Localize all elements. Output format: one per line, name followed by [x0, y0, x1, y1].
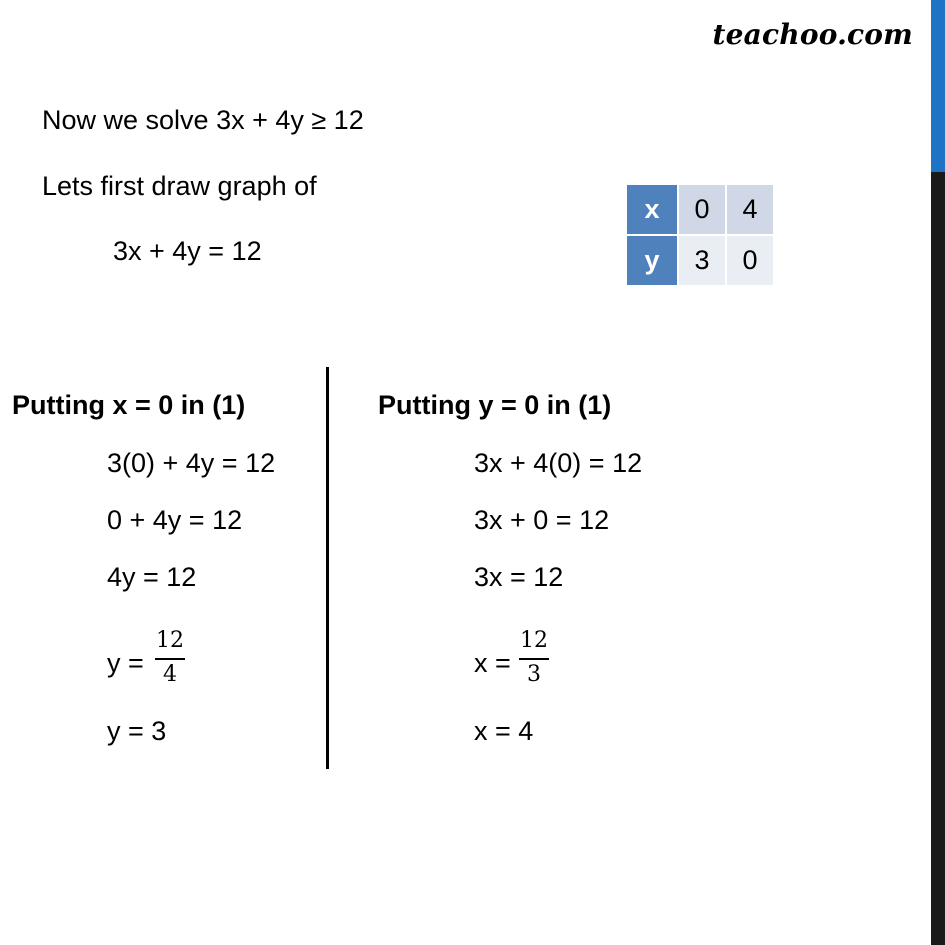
- x-header-cell: x: [627, 185, 677, 234]
- left-heading: Putting x = 0 in (1): [12, 390, 246, 420]
- xy-value-table: [625, 183, 775, 287]
- table-cell: 3: [679, 236, 725, 285]
- instruction-text: Lets first draw graph of: [42, 171, 317, 201]
- right-fraction: [519, 630, 549, 686]
- left-step: 0 + 4y = 12: [107, 505, 243, 535]
- right-heading: Putting y = 0 in (1): [378, 390, 612, 420]
- y-header-cell: y: [627, 236, 677, 285]
- left-fraction: [155, 630, 185, 686]
- fraction-denominator: 3: [527, 662, 541, 687]
- right-fraction-prefix: x =: [474, 648, 511, 678]
- left-result: y = 3: [107, 716, 167, 746]
- table-cell: 0: [727, 236, 773, 285]
- table-row: [627, 236, 773, 285]
- right-step: 3x + 4(0) = 12: [474, 448, 643, 478]
- left-step: 3(0) + 4y = 12: [107, 448, 276, 478]
- column-divider: [326, 367, 329, 769]
- left-fraction-prefix: y =: [107, 648, 144, 678]
- teachoo-logo: teachoo.com: [712, 18, 913, 51]
- scrollbar-thumb[interactable]: [931, 0, 945, 172]
- fraction-numerator: 12: [520, 628, 548, 653]
- fraction-bar: [519, 658, 549, 660]
- right-step: 3x = 12: [474, 562, 564, 592]
- table-cell: 0: [679, 185, 725, 234]
- left-step: 4y = 12: [107, 562, 197, 592]
- table-row: [627, 185, 773, 234]
- fraction-bar: [155, 658, 185, 660]
- fraction-numerator: 12: [156, 628, 184, 653]
- table-cell: 4: [727, 185, 773, 234]
- fraction-denominator: 4: [163, 662, 177, 687]
- equation-text: 3x + 4y = 12: [113, 236, 262, 266]
- problem-statement: Now we solve 3x + 4y ≥ 12: [42, 105, 364, 135]
- right-result: x = 4: [474, 716, 534, 746]
- scrollbar[interactable]: [931, 0, 945, 945]
- right-step: 3x + 0 = 12: [474, 505, 610, 535]
